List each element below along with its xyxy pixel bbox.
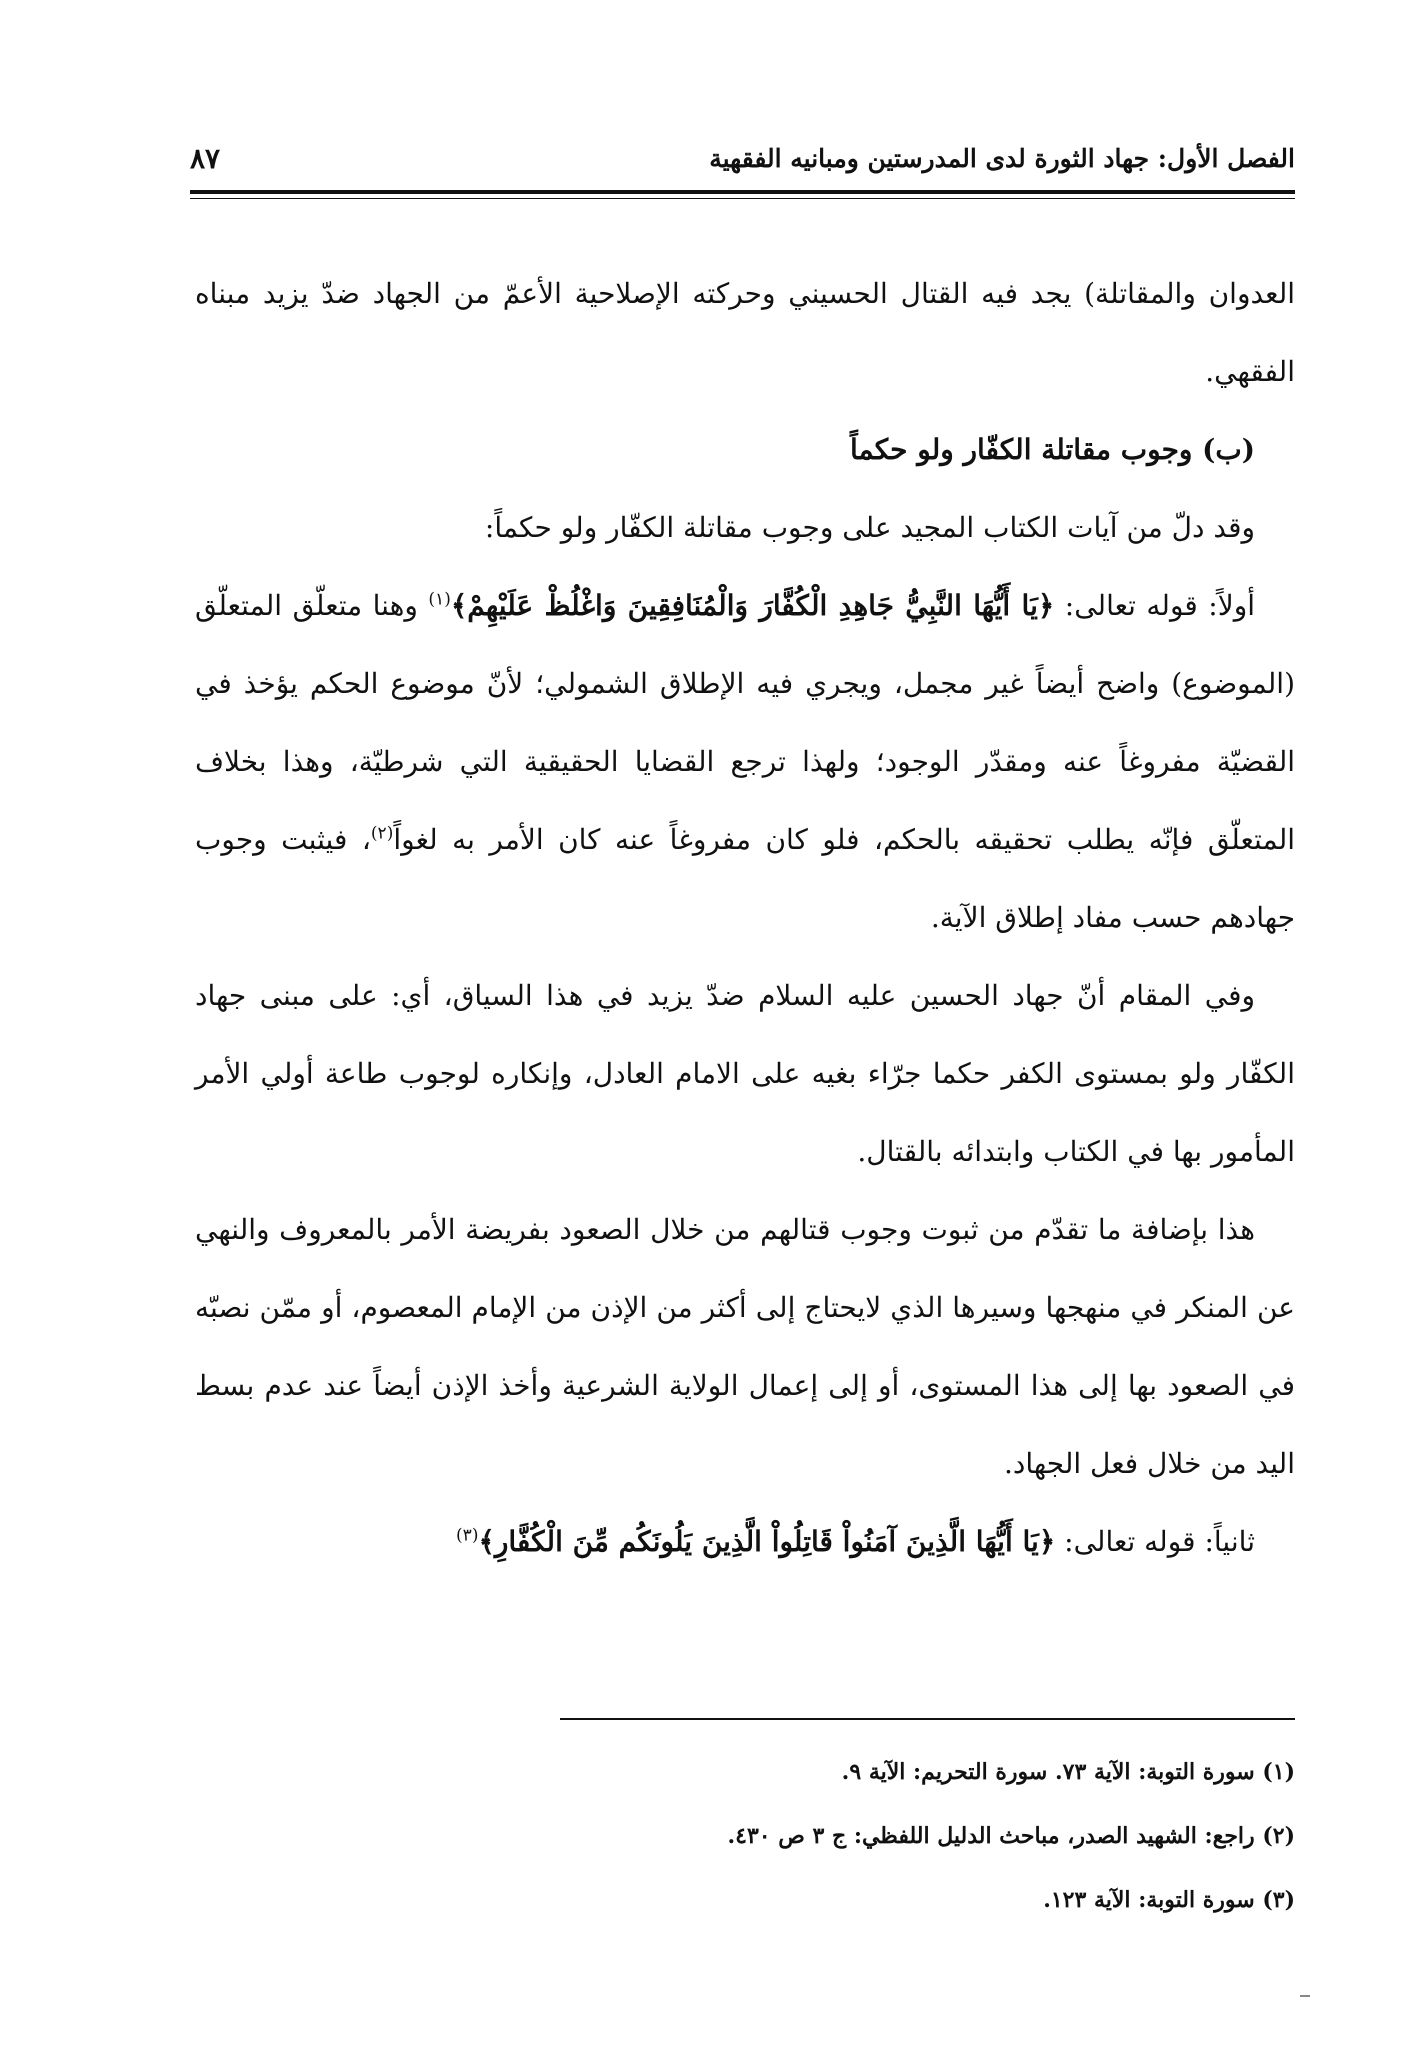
footnote-2: (٢) راجع: الشهيد الصدر، مباحث الدليل اللفظي: ج ٣ ص ٤٣٠. (727, 1823, 1295, 1849)
footnote-1: (١) سورة التوبة: الآية ٧٣. سورة التحريم: الآية ٩. (841, 1759, 1295, 1785)
paragraph-3-text-end: ، فيثبت وجوب جهادهم حسب مفاد إطلاق الآية. (195, 823, 1295, 934)
footnote-ref-3: (٣) (456, 1525, 479, 1546)
section-subheading: (ب) وجوب مقاتلة الكفّار ولو حكماً (849, 433, 1255, 466)
page-number: ٨٧ (190, 142, 221, 175)
running-header (190, 128, 1295, 188)
footnote-separator (560, 1718, 1295, 1720)
scan-mark (1300, 1995, 1310, 1997)
paragraph-3 (195, 567, 1295, 957)
paragraph-6-lead: ثانياً: قوله تعالى: (1055, 1525, 1255, 1558)
paragraph-3-lead: أولاً: قوله تعالى: (1054, 589, 1255, 622)
paragraph-4: وفي المقام أنّ جهاد الحسين عليه السلام ضدّ يزيد في هذا السياق، أي: على مبنى جهاد الكفّار ولو بمستوى الكفر حكما جرّاء بغيه على الامام العادل، وإنكاره لوجوب طاعة أولي الأمر المأمور بها في الكتاب وابتدائه بالقتال. (195, 979, 1295, 1168)
header-rule-thick (190, 190, 1295, 194)
footnote-ref-1: (١) (428, 589, 451, 610)
header-rule-thin (190, 198, 1295, 199)
body-text (195, 255, 1295, 1581)
paragraph-6 (195, 1503, 1295, 1581)
quran-verse-2: ﴿يَا أَيُّهَا الَّذِينَ آمَنُواْ قَاتِلُواْ الَّذِينَ يَلُونَكُم مِّنَ الْكُفَّارِ﴾ (478, 1525, 1056, 1558)
paragraph-3-text: وهنا متعلّق المتعلّق (الموضوع) واضح أيضاً غير مجمل، ويجري فيه الإطلاق الشمولي؛ لأنّ موضوع الحكم يؤخذ في القضيّة مفروغاً عنه ومقدّر الوجود؛ ولهذا ترجع القضايا الحقيقية التي شرطيّة، وهذا بخلاف المتعلّق فإنّه يطلب تحقيقه بالحكم، فلو كان مفروغاً عنه كان الأمر به لغواً (195, 589, 1295, 856)
quran-verse-1: ﴿يَا أَيُّهَا النَّبِيُّ جَاهِدِ الْكُفَّارَ وَالْمُنَافِقِينَ وَاغْلُظْ عَلَيْهِمْ﴾ (450, 589, 1055, 622)
chapter-title: الفصل الأول: جهاد الثورة لدى المدرستين ومبانيه الفقهية (709, 144, 1295, 173)
paragraph-5: هذا بإضافة ما تقدّم من ثبوت وجوب قتالهم من خلال الصعود بفريضة الأمر بالمعروف والنهي عن المنكر في منهجها وسيرها الذي لايحتاج إلى أكثر من الإذن من الإمام المعصوم، أو ممّن نصبّه في الصعود بها إلى هذا المستوى، أو إلى إعمال الولاية الشرعية وأخذ الإذن أيضاً عند عدم بسط اليد من خلال فعل الجهاد. (195, 1213, 1295, 1480)
footnote-ref-2: (٢) (370, 823, 394, 844)
paragraph-2: وقد دلّ من آيات الكتاب المجيد على وجوب مقاتلة الكفّار ولو حكماً: (484, 511, 1255, 544)
footnotes (195, 1740, 1295, 1932)
footnote-3: (٣) سورة التوبة: الآية ١٢٣. (1043, 1887, 1295, 1913)
paragraph-1: العدوان والمقاتلة) يجد فيه القتال الحسيني وحركته الإصلاحية الأعمّ من الجهاد ضدّ يزيد مبناه الفقهي. (195, 277, 1296, 388)
